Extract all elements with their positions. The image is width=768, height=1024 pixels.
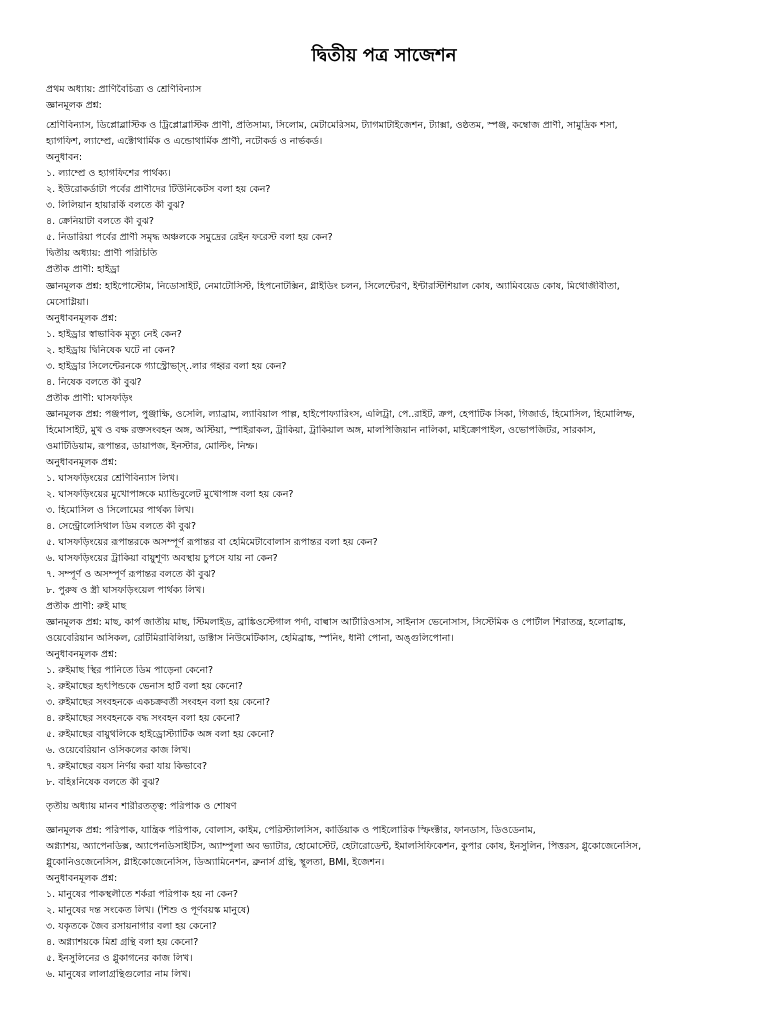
text-line: ২. রুইমাছের হৃৎপিন্ডকে ভেনাস হার্ট বলা হয় কেনো?: [46, 681, 243, 692]
text-line: ৪. অগ্ন্যাশয়কে মিশ্র গ্রন্থি বলা হয় কেনো?: [46, 937, 199, 948]
text-line: ওয়েবেরিয়ান অসিকল, রেটিমিরাবিলিয়া, ডাক্টাস নিউমেটিকাস, হেমিব্রাঙ্ক, স্পনিং, ধানী পোনা, অঙ্গুলিপোনা।: [46, 633, 454, 644]
text-line: ২. ঘাসফড়িংয়ের মুখোপাঙ্গকে ম্যান্ডিবুলেট মুখোপাঙ্গ বলা হয় কেন?: [46, 489, 294, 500]
text-line: মেসোগ্লিয়া।: [46, 297, 89, 308]
text-line: ৩. রুইমাছের সংবহনকে একচক্রবর্তী সংবহন বলা হয় কেনো?: [46, 697, 271, 708]
text-line: প্রতীক প্রাণী: হাইড্রা: [46, 264, 120, 275]
text-line: শ্রেণিবিন্যাস, ডিপ্লোব্লাস্টিক ও ট্রিপ্লোব্লাস্টিক প্রাণী, প্রতিসাম্য, সিলোম, মেটামেরিসম, ট্যাগমাটাইজেশন, ট্যাক্সা, ওষ্ঠতম, স্পঞ্জ, কম্বোজ প্রাণী, সামুদ্রিক শসা,: [46, 120, 618, 131]
text-line: ১. মানুষের পাকস্থলীতে শর্করা পরিপাক হয় না কেন?: [46, 889, 238, 900]
text-line: ১. রুইমাছ স্থির পানিতে ডিম পাড়েনা কেনো?: [46, 665, 214, 676]
text-line: অনুধাবনমূলক প্রশ্ন:: [46, 873, 118, 884]
text-line: অনুধাবন:: [46, 152, 83, 163]
text-line: ৬. মানুষের লালাগ্রন্থিগুলোর নাম লিখ।: [46, 969, 191, 980]
text-line: প্রথম অধ্যায়: প্রাণিবৈচিত্র্য ও শ্রেণিবিন্যাস: [46, 84, 202, 95]
text-line: ৮. পুরুষ ও স্ত্রী ঘাসফড়িংয়েল পার্থক্য লিখ।: [46, 585, 205, 596]
text-line: ৩. লিলিয়ান হায়ারর্কি বলতে কী বুঝ?: [46, 200, 185, 211]
text-line: ৩. যকৃতকে জৈব রসায়নাগার বলা হয় কেনো?: [46, 921, 217, 932]
text-line: প্রতীক প্রাণী: রুই মাছ: [46, 601, 127, 612]
text-line: তৃতীয় অধ্যায় মানব শারীরতত্ত্ব: পরিপাক ও শোষণ: [46, 801, 237, 812]
text-line: জ্ঞানমূলক প্রশ্ন: পঞ্জপাল, পুঞ্জাক্ষি, ওসেলি, ল্যাব্রাম, ল্যাবিয়াল পাল্প, হাইপোফ্যারিংস, এলিট্রা, পে..রাইট, ক্রপ, হেপাটিক সিকা, গিজার্ড, হিমোসিল, হিমোলিম্ফ,: [46, 409, 635, 420]
text-line: ৫. ঘাসফড়িংয়ের রূপান্তরকে অসম্পূর্ণ রূপান্তর বা হেমিমেটাবোলাস রূপান্তর বলা হয় কেন?: [46, 537, 378, 548]
text-line: অনুধাবনমূলক প্রশ্ন:: [46, 649, 118, 660]
text-line: জ্ঞানমূলক প্রশ্ন: মাছ, কার্প জাতীয় মাছ, স্টিমলাইড, ব্রাঙ্কিওস্টেগাল পর্দা, বাল্বাস আর্টারিওসাস, সাইনাস ভেনোসাস, সিস্টেমিক ও পোর্টাল শিরাতন্ত্র, হলোব্রাঙ্ক,: [46, 617, 626, 628]
text-line: দ্বিতীয় অধ্যায়: প্রাণী পরিচিতি: [46, 248, 158, 259]
text-line: গ্লুকোনিওজেনেসিস, গ্লাইকোজেনেসিস, ডিঅ্যামিনেশন, ব্রুনার্স গ্রন্থি, স্থূলতা, BMI, ইজেশন।: [46, 857, 385, 868]
text-line: ১. ঘাসফড়িংয়ের শ্রেণিবিন্যাস লিখ।: [46, 473, 179, 484]
text-line: জ্ঞানমূলক প্রশ্ন: পরিপাক, যান্ত্রিক পরিপাক, বোলাস, কাইম, পেরিস্ট্যালসিস, কার্ডিয়াক ও পাইলোরিক স্ফিংক্টার, ফানডাস, ডিওডেনাম,: [46, 825, 536, 836]
text-line: জ্ঞানমূলক প্রশ্ন:: [46, 100, 102, 111]
text-line: ৭. সম্পূর্ণ ও অসম্পূর্ণ রূপান্তর বলতে কী বুঝ?: [46, 569, 216, 580]
text-line: ৬. ঘাসফড়িংয়ের ট্রাকিয়া বায়ুশূণ্য অবস্থায় চুপসে যায় না কেন?: [46, 553, 278, 564]
text-line: ৪. রুইমাছের সংবহনকে বদ্ধ সংবহন বলা হয় কেনো?: [46, 713, 241, 724]
text-line: হিমোসাইট, মুখ ও বক্ষ রক্তসংবহন অঙ্গ, অস্টিয়া, স্পাইরাকল, ট্রাকিয়া, ট্রাকিয়াল অঙ্গ, মালপিজিয়ান নালিকা, মাইক্রোপাইল, ওভোপজিটর, সারকাস,: [46, 425, 596, 436]
text-line: ৫. নিডারিয়া পর্বের প্রাণী সমৃদ্ধ অঞ্চলকে সমুদ্রের রেইন ফরেস্ট বলা হয় কেন?: [46, 232, 333, 243]
text-line: ৮. বহিঃনিষেক বলতে কী বুঝ?: [46, 777, 160, 788]
text-line: অগ্ন্যাশয়, অ্যাপেনডিক্স, অ্যাপেনডিসাইটিস, অ্যাম্পুলা অব ভ্যাটার, হোমোস্টেট, হেটারোডেন্ট, ইমালসিফিকেশন, কুপার কোষ, ইনসুলিন, পিত্তরস, গ্লুকোজেনেসিস,: [46, 841, 642, 852]
text-line: ১. হাইড্রার স্বাভাবিক মৃত্যু নেই কেন?: [46, 329, 182, 340]
text-line: ৪. নিষেক বলতে কী বুঝ?: [46, 377, 142, 388]
text-line: হ্যাগফিশ, ল্যাম্প্রে, এক্টোথার্মিক ও এন্ডোথার্মিক প্রাণী, নটোকর্ড ও নার্ভকর্ড।: [46, 136, 323, 147]
text-line: অনুধাবনমূলক প্রশ্ন:: [46, 313, 118, 324]
text-line: ৩. হাইড্রার সিলেন্টেরনকে গ্যাস্ট্রোভা্স্‌..লার গহ্বর বলা হয় কেন?: [46, 361, 287, 372]
text-line: ২. হাইড্রায় দ্বিনিষেক ঘটে না কেন?: [46, 345, 176, 356]
text-line: ৪. ক্রেনিয়াটা বলতে কী বুঝ?: [46, 216, 154, 227]
text-line: ৭. রুইমাছের বয়স নির্ণয় করা যায় কিভাবে?: [46, 761, 208, 772]
text-line: ৪. সেন্ট্রোলেসিথাল ডিম বলতে কী বুঝ?: [46, 521, 197, 532]
page-title: দ্বিতীয় পত্র সাজেশন: [311, 45, 457, 66]
text-line: অনুধাবনমূলক প্রশ্ন:: [46, 457, 118, 468]
text-line: ৬. ওয়েবেরিয়ান ওসিকলের কাজ লিখ।: [46, 745, 191, 756]
text-line: প্রতীক প্রাণী: ঘাসফড়িং: [46, 393, 133, 404]
text-line: ৫. রুইমাছের বায়ুথলিকে হাইড্রোস্ট্যাটিক অঙ্গ বলা হয় কেনো?: [46, 729, 275, 740]
text-line: ৫. ইনসুলিনের ও গ্লুকাগনের কাজ লিখ।: [46, 953, 193, 964]
text-line: ২. মানুষের দন্ত সংকেত লিখ। (শিশু ও পূর্ণবয়স্ক মানুষে): [46, 905, 250, 916]
text-line: ৩. হিমোসিল ও সিলোমের পার্থক্য লিখ।: [46, 505, 195, 516]
text-line: ২. ইউরোকর্ডাটা পর্বের প্রাণীদের টিউনিকেটস বলা হয় কেন?: [46, 184, 271, 195]
text-line: ১. ল্যাম্প্রে ও হ্যাগফিশের পার্থক্য।: [46, 168, 171, 179]
text-line: ওমাটিডিয়াম, রূপান্তর, ডায়াপজ, ইনস্টার, মোল্টিং, নিম্ফ।: [46, 441, 258, 452]
text-line: জ্ঞানমূলক প্রশ্ন: হাইপোস্টোম, নিডোসাইট, নেমাটোসিস্ট, হিপনোটক্সিন, গ্লাইডিং চলন, সিলেন্টেরণ, ইন্টারস্টিশিয়াল কোষ, অ্যামিবয়েড কোষ, মিথোজীবীতা,: [46, 281, 620, 292]
